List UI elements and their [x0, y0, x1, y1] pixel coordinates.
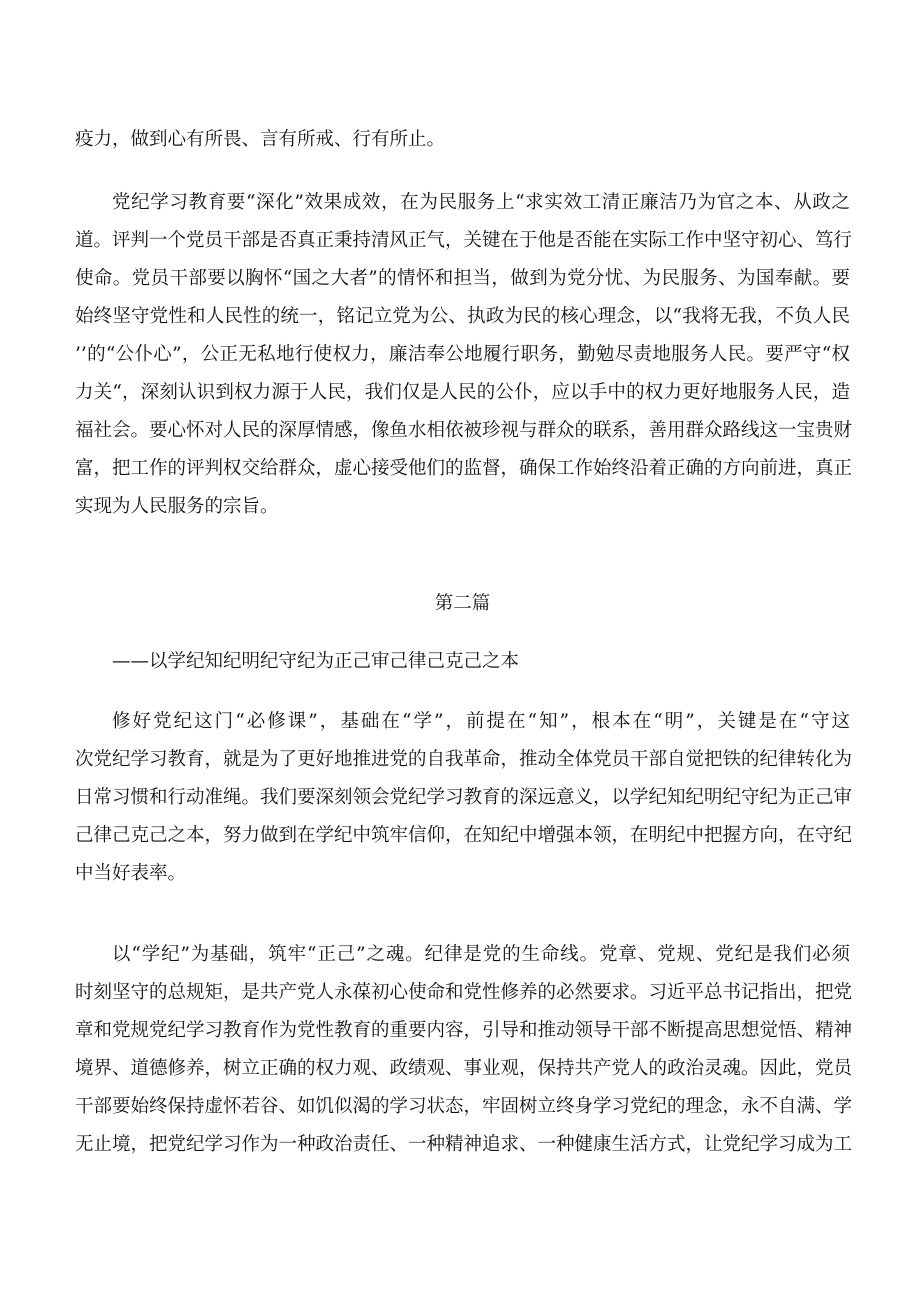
- paragraph-line: 始终坚守党性和人民性的统一，铭记立党为公、执政为民的核心理念，以“我将无我，不负人民: [75, 306, 850, 327]
- paragraph-line: 力关“，深刻认识到权力源于人民，我们仅是人民的公仆，应以手中的权力更好地服务人民，造: [75, 382, 850, 403]
- paragraph-line: 境界、道德修养，树立正确的权力观、政绩观、事业观，保持共产党人的政治灵魂。因此，党员: [75, 1058, 853, 1079]
- paragraph-line: 中当好表率。: [75, 863, 187, 884]
- paragraph-line: 时刻坚守的总规矩，是共产党人永葆初心使命和党性修养的必然要求。习近平总书记指出，把党: [75, 982, 853, 1003]
- paragraph-line: 道。评判一个党员干部是否真正秉持清风正气，关键在于他是否能在实际工作中坚守初心、笃行: [75, 230, 853, 251]
- paragraph-line: 疫力，做到心有所畏、言有所戒、行有所止。: [75, 129, 446, 150]
- paragraph-line: 己律己克己之本，努力做到在学纪中筑牢信仰，在知纪中增强本领，在明纪中把握方向，在守纪: [75, 825, 853, 846]
- paragraph-line: 章和党规党纪学习教育作为党性教育的重要内容，引导和推动领导干部不断提高思想觉悟、精神: [75, 1020, 853, 1041]
- section-title: 第二篇: [434, 593, 491, 614]
- paragraph-line: 次党纪学习教育，就是为了更好地推进党的自我革命，推动全体党员干部自觉把铁的纪律转化为: [75, 749, 853, 770]
- paragraph-line: 以“学纪”为基础，筑牢“正己”之魂。纪律是党的生命线。党章、党规、党纪是我们必须: [112, 944, 850, 965]
- paragraph-line: 福社会。要心怀对人民的深厚情感，像鱼水相依被珍视与群众的联系，善用群众路线这一宝贵财: [75, 420, 853, 441]
- paragraph-line: ’’的“公仆心”，公正无私地行使权力，廉洁奉公地履行职务，勤勉尽责地服务人民。要严守“权: [75, 344, 850, 365]
- paragraph-line: 使命。党员干部要以胸怀“国之大者”的情怀和担当，做到为党分忧、为民服务、为国奉献。要: [75, 268, 850, 289]
- paragraph-line: 党纪学习教育要“深化”效果成效，在为民服务上“求实效工清正廉洁乃为官之本、从政之: [112, 192, 850, 213]
- paragraph-line: 富，把工作的评判权交给群众，虚心接受他们的监督，确保工作始终沿着正确的方向前进，真正: [75, 458, 853, 479]
- paragraph-line: 修好党纪这门“必修课”，基础在“学”，前提在“知”，根本在“明”，关键是在“守这: [112, 711, 850, 732]
- paragraph-line: 日常习惯和行动准绳。我们要深刻领会党纪学习教育的深远意义，以学纪知纪明纪守纪为正己审: [75, 787, 853, 808]
- paragraph-line: 实现为人民服务的宗旨。: [75, 496, 279, 517]
- paragraph-line: 干部要始终保持虚怀若谷、如饥似渴的学习状态，牢固树立终身学习党纪的理念，永不自满、学: [75, 1096, 853, 1117]
- paragraph-line: 无止境，把党纪学习作为一种政治责任、一种精神追求、一种健康生活方式，让党纪学习成为工: [75, 1134, 853, 1155]
- section-subtitle: ——以学纪知纪明纪守纪为正己审己律己克己之本: [112, 651, 520, 672]
